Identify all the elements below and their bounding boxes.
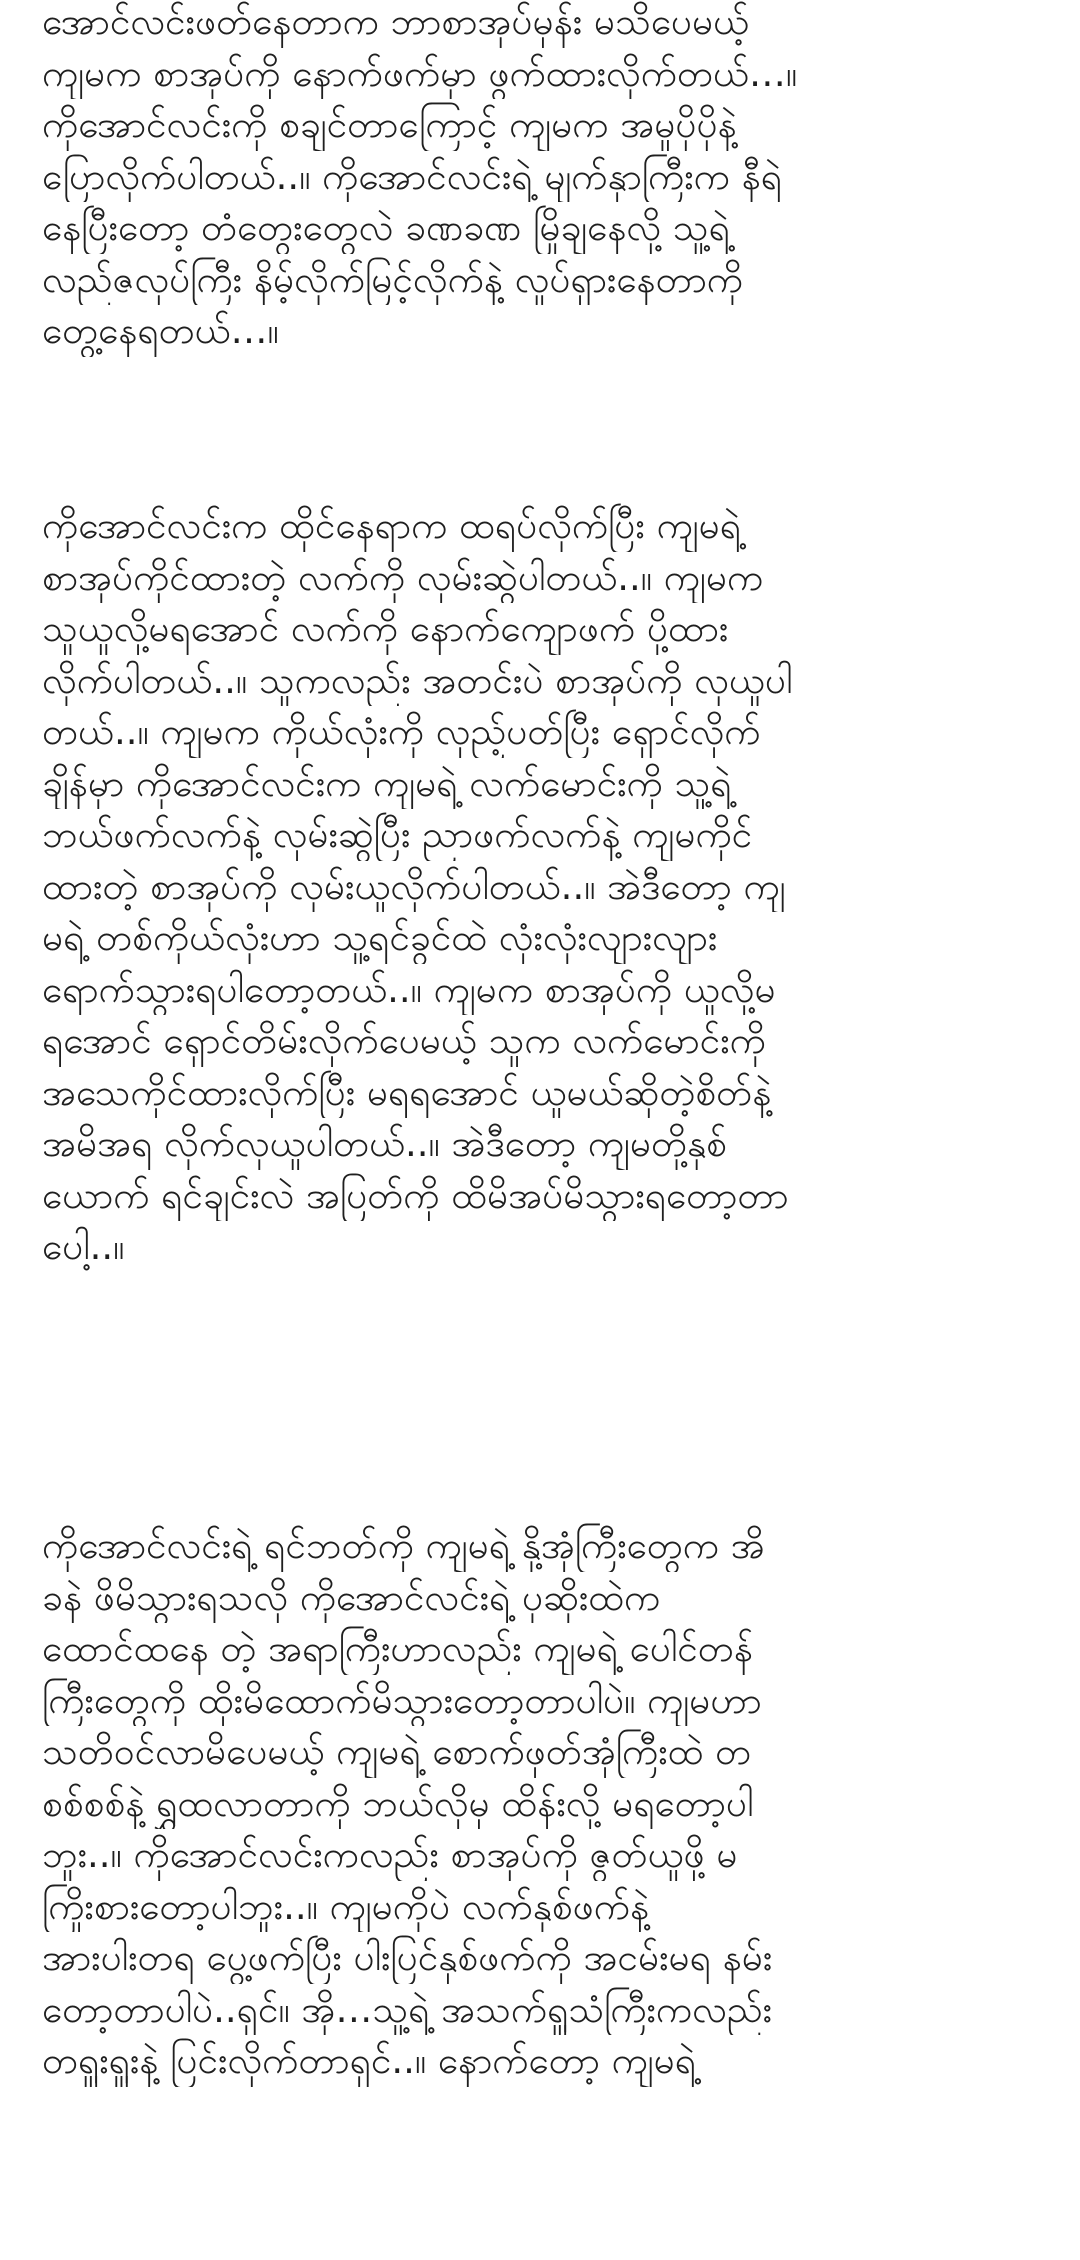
text-line: ရအောင် ရှောင်တိမ်းလိုက်ပေမယ့် သူက လက်မောင်းကို xyxy=(42,1019,766,1062)
text-line: အောင်လင်းဖတ်နေတာက ဘာစာအုပ်မှန်း မသိပေမယ့် xyxy=(42,0,750,43)
text-line: ထားတဲ့ စာအုပ်ကို လှမ်းယူလိုက်ပါတယ်..။ အဲဒီတော့ ကျ xyxy=(42,864,786,908)
text-line: မရဲ့ တစ်ကိုယ်လုံးဟာ သူ့ရင်ခွင်ထဲ လုံးလုံးလျားလျား xyxy=(42,916,718,959)
text-line: အားပါးတရ ပွေ့ဖက်ပြီး ပါးပြင်နှစ်ဖက်ကို အငမ်းမရ နမ်း xyxy=(42,1936,773,1979)
text-line: တယ်..။ ကျမက ကိုယ်လုံးကို လှည့်ပတ်ပြီး ရှောင်လိုက် xyxy=(42,710,761,753)
text-line: တော့တာပါပဲ..ရှင်။ အို…သူ့ရဲ့ အသက်ရှူသံကြီးကလည်း xyxy=(42,1987,772,2031)
text-line: သူယူလို့မရအောင် လက်ကို နောက်ကျောဖက် ပို့ထား xyxy=(42,607,729,650)
story-paragraph-1 xyxy=(42,0,1036,357)
text-line: ကိုအောင်လင်းရဲ့ ရင်ဘတ်ကို ကျမရဲ့ နို့အုံကြီးတွေက အိ xyxy=(42,1524,765,1567)
text-line: ဘယ်ဖက်လက်နဲ့ လှမ်းဆွဲပြီး ညာဖက်လက်နဲ့ ကျမကိုင် xyxy=(42,813,753,856)
story-paragraph-3 xyxy=(42,1520,1036,2087)
text-line: လိုက်ပါတယ်..။ သူကလည်း အတင်းပဲ စာအုပ်ကို လုယူပါ xyxy=(42,658,793,702)
text-line: ဘူး..။ ကိုအောင်လင်းကလည်း စာအုပ်ကို ဇွတ်ယူဖို့ မ xyxy=(42,1833,738,1876)
text-line: ကိုအောင်လင်းကို စချင်တာကြောင့် ကျမက အမူပိုပိုနဲ့ xyxy=(42,103,737,146)
text-line: ခနဲ ဖိမိသွားရသလို ကိုအောင်လင်းရဲ့ ပုဆိုးထဲက xyxy=(42,1575,661,1619)
text-line: စစ်စစ်နဲ့ ရွှထလာတာကို ဘယ်လိုမှ ထိန်းလို့ မရတော့ပါ xyxy=(42,1781,754,1825)
text-line: ရောက်သွားရပါတော့တယ်..။ ကျမက စာအုပ်ကို ယူလို့မ xyxy=(42,967,776,1011)
text-line: တွေ့နေရတယ်…။ xyxy=(42,309,279,352)
text-line: ကြိုးစားတော့ပါဘူး..။ ကျမကိုပဲ လက်နှစ်ဖက်နဲ့ xyxy=(42,1884,650,1928)
text-line: ထောင်ထနေ တဲ့ အရာကြီးဟာလည်း ကျမရဲ့ ပေါင်တန် xyxy=(42,1627,753,1670)
text-line: ကြီးတွေကို ထိုးမိထောက်မိသွားတော့တာပါပဲ။ ကျမဟာ xyxy=(42,1678,762,1722)
text-line: တရှူးရှူးနဲ့ ပြင်းလိုက်တာရှင်..။ နောက်တော့ ကျမရဲ့ xyxy=(42,2039,697,2082)
story-paragraph-2 xyxy=(42,500,1036,1273)
text-line: ကိုအောင်လင်းက ထိုင်နေရာက ထရပ်လိုက်ပြီး ကျမရဲ့ xyxy=(42,504,742,547)
text-line: သတိဝင်လာမိပေမယ့် ကျမရဲ့ စောက်ဖုတ်အုံကြီးထဲ တ xyxy=(42,1730,752,1773)
text-line: ပြောလိုက်ပါတယ်..။ ကိုအောင်လင်းရဲ့ မျက်နှာကြီးက နီရဲ xyxy=(42,154,783,198)
text-line: ချိန်မှာ ကိုအောင်လင်းက ကျမရဲ့ လက်မောင်းကို သူ့ရဲ့ xyxy=(42,761,732,805)
text-line: အမိအရ လိုက်လုယူပါတယ်..။ အဲဒီတော့ ကျမတို့နှစ် xyxy=(42,1122,727,1165)
text-line: ပေါ့..။ xyxy=(42,1225,125,1268)
text-line: ကျမက စာအုပ်ကို နောက်ဖက်မှာ ဖွက်ထားလိုက်တယ်…။ xyxy=(42,51,798,95)
text-line: နေပြီးတော့ တံတွေးတွေလဲ ခဏခဏ မြိုချနေလို့ သူ့ရဲ့ xyxy=(42,206,730,249)
text-line: စာအုပ်ကိုင်ထားတဲ့ လက်ကို လှမ်းဆွဲပါတယ်..။ ကျမက xyxy=(42,555,764,599)
text-line: လည်ဇလုပ်ကြီး နိမ့်လိုက်မြင့်လိုက်နဲ့ လှုပ်ရှားနေတာကို xyxy=(42,257,744,301)
text-line: ယောက် ရင်ချင်းလဲ အပြတ်ကို ထိမိအပ်မိသွားရတော့တာ xyxy=(42,1173,789,1217)
text-line: အသေကိုင်ထားလိုက်ပြီး မရရအောင် ယူမယ်ဆိုတဲ့စိတ်နဲ့ xyxy=(42,1070,772,1114)
